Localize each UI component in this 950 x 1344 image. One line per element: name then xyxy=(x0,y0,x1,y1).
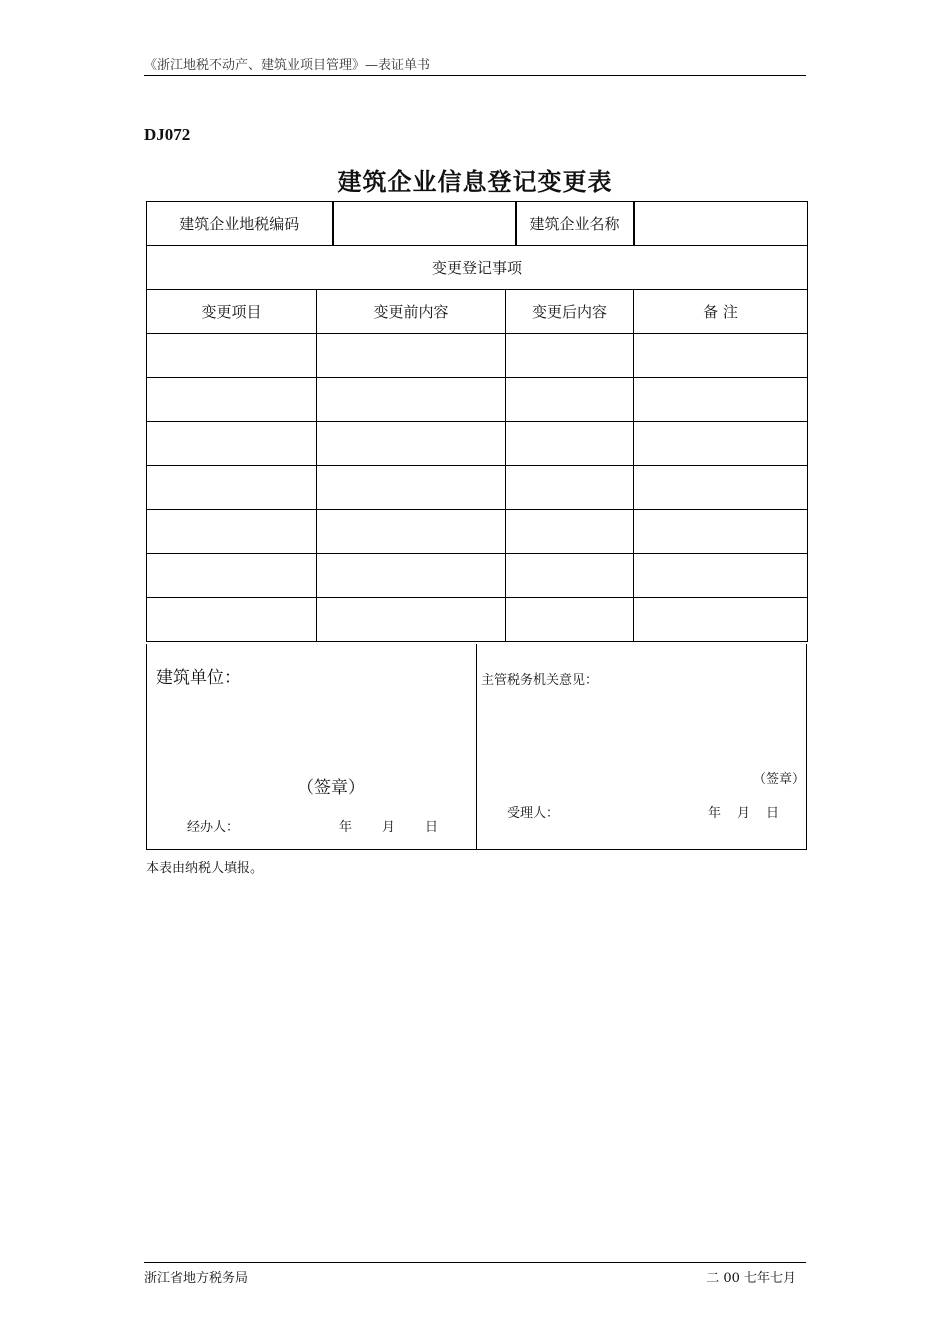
table-cell[interactable] xyxy=(506,422,634,466)
table-cell[interactable] xyxy=(634,378,808,422)
form-note: 本表由纳税人填报。 xyxy=(146,861,264,876)
table-cell[interactable] xyxy=(506,466,634,510)
table-cell[interactable] xyxy=(506,510,634,554)
table-cell[interactable] xyxy=(147,378,317,422)
table-row xyxy=(147,598,808,642)
footer-issuer: 浙江省地方税务局 xyxy=(144,1271,249,1286)
table-cell[interactable] xyxy=(147,422,317,466)
table-cell[interactable] xyxy=(317,598,506,642)
tax-code-label: 建筑企业地税编码 xyxy=(147,202,333,246)
column-header: 变更项目 xyxy=(147,290,317,334)
table-cell[interactable] xyxy=(147,334,317,378)
signature-divider xyxy=(476,644,477,849)
column-header: 变更后内容 xyxy=(506,290,634,334)
table-cell[interactable] xyxy=(147,554,317,598)
table-cell[interactable] xyxy=(147,598,317,642)
authority-label: 主管税务机关意见： xyxy=(481,673,599,688)
table-row xyxy=(147,554,808,598)
page-footer xyxy=(144,1262,806,1286)
table-cell[interactable] xyxy=(317,466,506,510)
handler-label: 经办人： xyxy=(187,820,240,835)
form-title: 建筑企业信息登记变更表 xyxy=(337,168,613,196)
change-form-table xyxy=(146,201,808,642)
receiver-label: 受理人： xyxy=(507,806,560,821)
table-row xyxy=(147,466,808,510)
table-cell[interactable] xyxy=(634,422,808,466)
authority-date-day: 日 xyxy=(766,806,780,821)
company-date-day: 日 xyxy=(425,820,439,835)
table-cell[interactable] xyxy=(634,554,808,598)
table-row xyxy=(147,422,808,466)
table-cell[interactable] xyxy=(634,466,808,510)
table-row xyxy=(147,510,808,554)
column-header: 变更前内容 xyxy=(317,290,506,334)
authority-seal: （签章） xyxy=(753,772,806,787)
table-cell[interactable] xyxy=(317,554,506,598)
table-cell[interactable] xyxy=(506,378,634,422)
table-cell[interactable] xyxy=(506,598,634,642)
table-cell[interactable] xyxy=(506,554,634,598)
table-row xyxy=(147,334,808,378)
company-name-field[interactable] xyxy=(634,202,808,246)
table-cell[interactable] xyxy=(317,378,506,422)
authority-date-year: 年 xyxy=(708,806,722,821)
table-cell[interactable] xyxy=(317,334,506,378)
table-cell[interactable] xyxy=(634,510,808,554)
company-date-year: 年 xyxy=(339,820,353,835)
table-row xyxy=(147,378,808,422)
table-cell[interactable] xyxy=(634,598,808,642)
table-cell[interactable] xyxy=(317,422,506,466)
company-label: 建筑单位： xyxy=(156,668,241,688)
company-name-label: 建筑企业名称 xyxy=(516,202,634,246)
header-info-row xyxy=(147,202,808,246)
company-seal: （签章） xyxy=(297,778,365,798)
section-title: 变更登记事项 xyxy=(147,246,808,290)
tax-code-field[interactable] xyxy=(333,202,516,246)
table-cell[interactable] xyxy=(634,334,808,378)
table-cell[interactable] xyxy=(147,510,317,554)
authority-date-month: 月 xyxy=(737,806,751,821)
company-date-month: 月 xyxy=(382,820,396,835)
signature-section xyxy=(146,644,807,850)
form-code: DJ072 xyxy=(144,125,191,144)
table-cell[interactable] xyxy=(506,334,634,378)
table-cell[interactable] xyxy=(317,510,506,554)
column-header-row xyxy=(147,290,808,334)
column-header: 备 注 xyxy=(634,290,808,334)
page-header: 《浙江地税不动产、建筑业项目管理》—表证单书 xyxy=(144,54,806,76)
footer-date: 二 00 七年七月 xyxy=(706,1271,796,1286)
table-cell[interactable] xyxy=(147,466,317,510)
section-row xyxy=(147,246,808,290)
